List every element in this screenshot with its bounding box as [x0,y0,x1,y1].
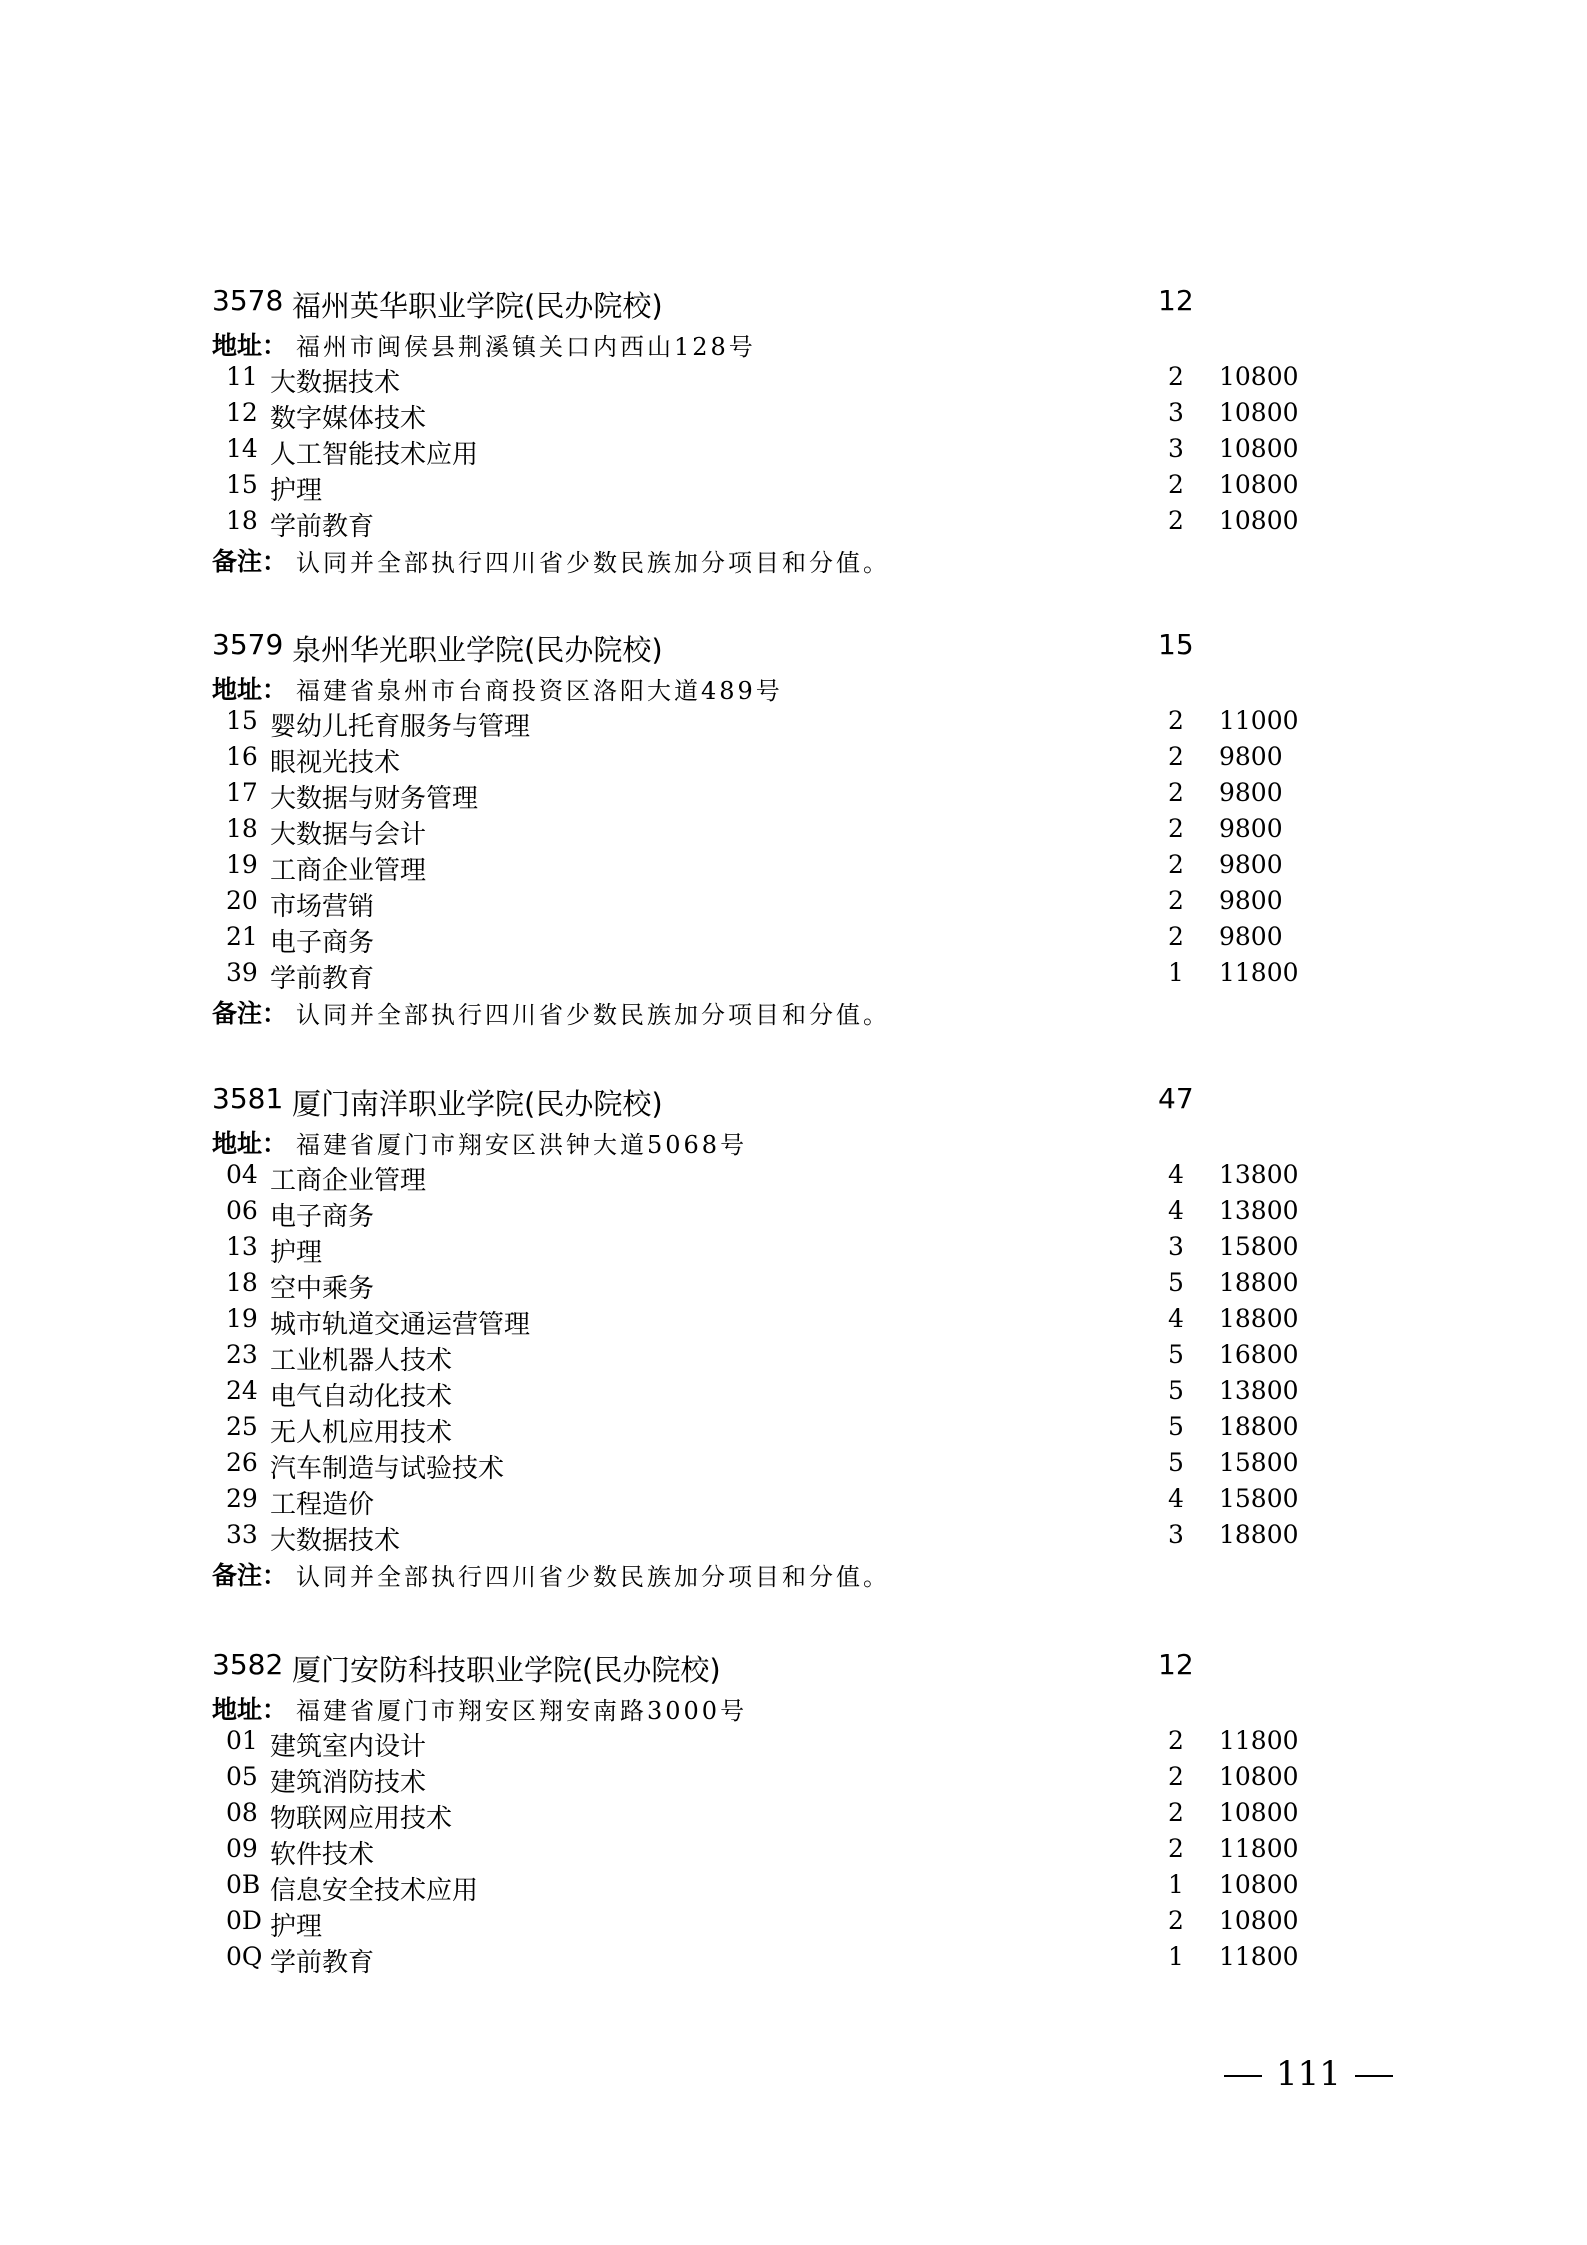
remark-value: 认同并全部执行四川省少数民族加分项目和分值。 [296,1563,890,1591]
major-row [0,1158,1587,1194]
major-fee: 11800 [1219,958,1299,987]
page-number-dash-left [1224,2075,1262,2077]
major-count: 5 [1168,1268,1184,1297]
address-label: 地址： [212,1129,288,1158]
major-fee: 11800 [1219,1834,1299,1863]
major-fee: 9800 [1219,850,1283,879]
major-code: 01 [226,1726,258,1755]
major-name: 护理 [270,1912,323,1942]
major-count: 4 [1168,1160,1184,1189]
major-name: 学前教育 [270,964,375,994]
major-row [0,1446,1587,1482]
major-fee: 10800 [1219,398,1299,427]
major-fee: 18800 [1219,1304,1299,1333]
school-address [0,324,1587,360]
major-count: 4 [1168,1304,1184,1333]
school-remark [0,540,1587,576]
major-code: 18 [226,1268,258,1297]
major-fee: 10800 [1219,362,1299,391]
major-count: 2 [1168,1906,1184,1935]
major-row [0,1266,1587,1302]
address-label: 地址： [212,331,288,360]
major-name: 大数据技术 [270,368,401,398]
school-remark [0,1554,1587,1590]
major-row [0,1338,1587,1374]
major-count: 2 [1168,886,1184,915]
major-code: 25 [226,1412,258,1441]
address-label: 地址： [212,675,288,704]
major-fee: 16800 [1219,1340,1299,1369]
school-name: 厦门安防科技职业学院(民办院校) [292,1653,721,1687]
school-block [0,624,1587,1028]
major-code: 33 [226,1520,258,1549]
major-name: 空中乘务 [270,1274,375,1304]
major-count: 2 [1168,1762,1184,1791]
major-count: 2 [1168,778,1184,807]
major-row [0,704,1587,740]
major-name: 电子商务 [270,1202,375,1232]
major-count: 2 [1168,362,1184,391]
major-row [0,1410,1587,1446]
major-fee: 10800 [1219,470,1299,499]
major-code: 11 [226,362,258,391]
school-header [0,1644,1587,1688]
remark-value: 认同并全部执行四川省少数民族加分项目和分值。 [296,549,890,577]
major-fee: 9800 [1219,922,1283,951]
major-count: 2 [1168,1726,1184,1755]
major-row [0,1724,1587,1760]
school-code: 3578 [212,284,284,317]
major-code: 17 [226,778,258,807]
major-fee: 18800 [1219,1520,1299,1549]
major-fee: 15800 [1219,1448,1299,1477]
major-count: 5 [1168,1412,1184,1441]
school-name: 福州英华职业学院(民办院校) [292,289,663,323]
major-name: 学前教育 [270,512,375,542]
major-name: 婴幼儿托育服务与管理 [270,712,531,742]
major-code: 15 [226,470,258,499]
major-row [0,1868,1587,1904]
major-count: 5 [1168,1340,1184,1369]
school-address [0,1688,1587,1724]
school-address [0,668,1587,704]
school-remark [0,992,1587,1028]
major-name: 电气自动化技术 [270,1382,453,1412]
major-name: 汽车制造与试验技术 [270,1454,505,1484]
major-fee: 10800 [1219,506,1299,535]
major-fee: 13800 [1219,1160,1299,1189]
major-fee: 13800 [1219,1376,1299,1405]
major-code: 20 [226,886,258,915]
remark-label: 备注： [212,1561,288,1590]
major-count: 2 [1168,1834,1184,1863]
school-header [0,624,1587,668]
major-fee: 13800 [1219,1196,1299,1225]
school-name: 厦门南洋职业学院(民办院校) [292,1087,663,1121]
major-code: 29 [226,1484,258,1513]
major-count: 4 [1168,1196,1184,1225]
major-fee: 9800 [1219,778,1283,807]
major-name: 城市轨道交通运营管理 [270,1310,531,1340]
major-fee: 9800 [1219,742,1283,771]
major-row [0,1832,1587,1868]
major-fee: 10800 [1219,1798,1299,1827]
major-row [0,812,1587,848]
major-row [0,1760,1587,1796]
major-row [0,1796,1587,1832]
major-row [0,1904,1587,1940]
major-row [0,956,1587,992]
school-total-plan: 15 [1158,628,1194,661]
major-name: 建筑消防技术 [270,1768,427,1798]
major-row [0,848,1587,884]
remark-label: 备注： [212,547,288,576]
major-fee: 10800 [1219,1762,1299,1791]
major-name: 学前教育 [270,1948,375,1978]
major-name: 人工智能技术应用 [270,440,479,470]
major-count: 3 [1168,398,1184,427]
major-row [0,396,1587,432]
major-name: 信息安全技术应用 [270,1876,479,1906]
major-name: 无人机应用技术 [270,1418,453,1448]
major-count: 2 [1168,814,1184,843]
major-count: 2 [1168,470,1184,499]
major-name: 建筑室内设计 [270,1732,427,1762]
address-value: 福州市闽侯县荆溪镇关口内西山128号 [296,333,756,361]
major-count: 2 [1168,742,1184,771]
major-count: 2 [1168,506,1184,535]
major-row [0,1194,1587,1230]
major-count: 2 [1168,1798,1184,1827]
major-row [0,432,1587,468]
school-block [0,1644,1587,1976]
major-row [0,776,1587,812]
major-code: 16 [226,742,258,771]
major-count: 2 [1168,922,1184,951]
major-fee: 10800 [1219,1870,1299,1899]
major-name: 工商企业管理 [270,856,427,886]
major-row [0,920,1587,956]
major-row [0,1518,1587,1554]
major-fee: 9800 [1219,886,1283,915]
major-code: 26 [226,1448,258,1477]
address-value: 福建省厦门市翔安区翔安南路3000号 [296,1697,748,1725]
major-row [0,1482,1587,1518]
major-count: 5 [1168,1448,1184,1477]
major-code: 21 [226,922,258,951]
major-code: 09 [226,1834,258,1863]
major-code: 08 [226,1798,258,1827]
major-count: 1 [1168,958,1184,987]
major-code: 0B [226,1870,261,1899]
major-row [0,468,1587,504]
major-name: 软件技术 [270,1840,375,1870]
major-code: 23 [226,1340,258,1369]
major-name: 工业机器人技术 [270,1346,453,1376]
major-count: 1 [1168,1870,1184,1899]
major-count: 3 [1168,1520,1184,1549]
school-address [0,1122,1587,1158]
major-name: 护理 [270,476,323,506]
school-code: 3581 [212,1082,284,1115]
major-row [0,360,1587,396]
major-fee: 18800 [1219,1268,1299,1297]
page-number [1210,2054,1407,2094]
major-name: 眼视光技术 [270,748,401,778]
major-code: 06 [226,1196,258,1225]
major-code: 12 [226,398,258,427]
major-code: 39 [226,958,258,987]
major-row [0,504,1587,540]
major-fee: 9800 [1219,814,1283,843]
major-fee: 15800 [1219,1232,1299,1261]
major-row [0,1302,1587,1338]
major-fee: 11800 [1219,1726,1299,1755]
major-count: 2 [1168,706,1184,735]
major-code: 0Q [226,1942,263,1971]
major-code: 05 [226,1762,258,1791]
major-count: 2 [1168,850,1184,879]
major-code: 19 [226,1304,258,1333]
school-total-plan: 12 [1158,284,1194,317]
major-fee: 18800 [1219,1412,1299,1441]
major-row [0,884,1587,920]
address-value: 福建省泉州市台商投资区洛阳大道489号 [296,677,783,705]
major-code: 13 [226,1232,258,1261]
major-name: 大数据与财务管理 [270,784,479,814]
major-count: 5 [1168,1376,1184,1405]
school-code: 3579 [212,628,284,661]
major-name: 数字媒体技术 [270,404,427,434]
remark-label: 备注： [212,999,288,1028]
page-number-value: 111 [1276,2054,1341,2094]
major-row [0,1374,1587,1410]
major-code: 0D [226,1906,262,1935]
major-name: 护理 [270,1238,323,1268]
school-name: 泉州华光职业学院(民办院校) [292,633,663,667]
major-name: 工商企业管理 [270,1166,427,1196]
major-count: 3 [1168,1232,1184,1261]
address-value: 福建省厦门市翔安区洪钟大道5068号 [296,1131,748,1159]
major-code: 24 [226,1376,258,1405]
school-block [0,1078,1587,1590]
major-name: 工程造价 [270,1490,375,1520]
major-count: 3 [1168,434,1184,463]
major-name: 市场营销 [270,892,375,922]
major-name: 物联网应用技术 [270,1804,453,1834]
major-fee: 15800 [1219,1484,1299,1513]
major-count: 4 [1168,1484,1184,1513]
major-fee: 11800 [1219,1942,1299,1971]
major-row [0,1940,1587,1976]
major-fee: 10800 [1219,434,1299,463]
major-code: 04 [226,1160,258,1189]
school-total-plan: 12 [1158,1648,1194,1681]
address-label: 地址： [212,1695,288,1724]
page-number-dash-right [1355,2075,1393,2077]
school-header [0,1078,1587,1122]
remark-value: 认同并全部执行四川省少数民族加分项目和分值。 [296,1001,890,1029]
school-header [0,280,1587,324]
major-code: 15 [226,706,258,735]
major-name: 大数据技术 [270,1526,401,1556]
school-total-plan: 47 [1158,1082,1194,1115]
major-row [0,740,1587,776]
school-block [0,280,1587,576]
major-name: 电子商务 [270,928,375,958]
major-code: 18 [226,814,258,843]
major-fee: 11000 [1219,706,1299,735]
major-row [0,1230,1587,1266]
major-code: 14 [226,434,258,463]
major-fee: 10800 [1219,1906,1299,1935]
major-code: 18 [226,506,258,535]
school-code: 3582 [212,1648,284,1681]
major-count: 1 [1168,1942,1184,1971]
major-code: 19 [226,850,258,879]
major-name: 大数据与会计 [270,820,427,850]
